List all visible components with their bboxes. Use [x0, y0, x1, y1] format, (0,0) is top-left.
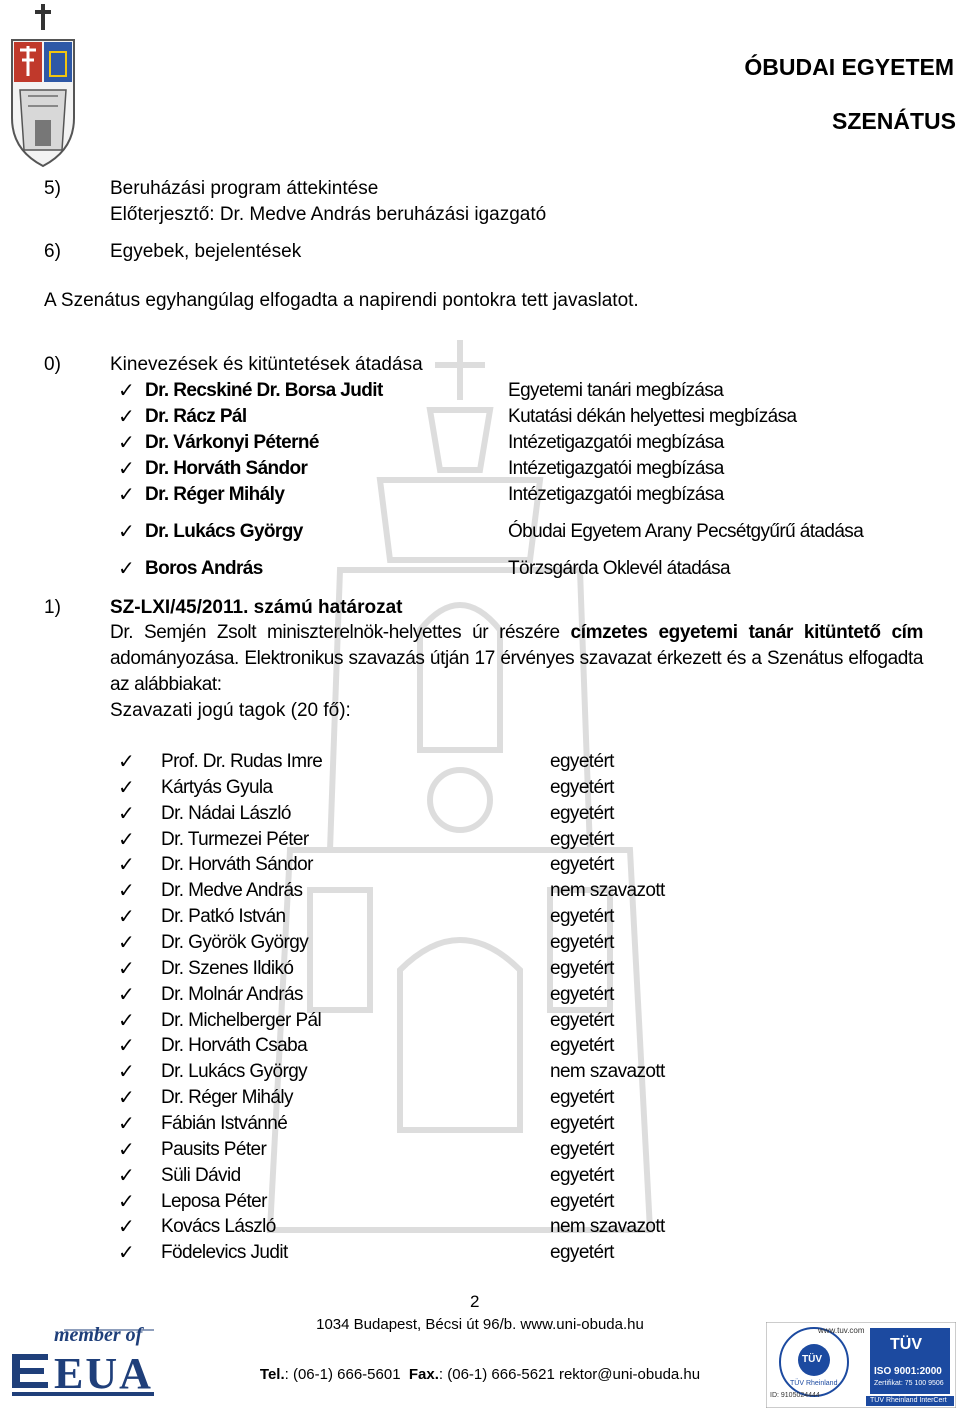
voter-name: Dr. Réger Mihály [161, 1087, 293, 1108]
tuv-rheinland: TÜV Rheinland [790, 1380, 838, 1387]
resolution-paragraph [110, 620, 923, 698]
vote-row [0, 777, 960, 801]
tuv-website: www.tuv.com [818, 1326, 865, 1335]
resolution-text: Dr. Semjén Zsolt miniszterelnök-helyettes úr részére [110, 622, 560, 643]
agenda-number: 5) [44, 178, 61, 199]
senate-title: SZENÁTUS [832, 108, 956, 134]
eua-text: EUA [54, 1349, 153, 1398]
vote-value: egyetért [550, 1009, 614, 1031]
checkmark-icon: ✓ [118, 1190, 135, 1213]
voter-name: Süli Dávid [161, 1164, 241, 1186]
vote-value: egyetért [550, 1164, 614, 1186]
voter-name: Dr. Györök György [161, 932, 309, 953]
checkmark-icon: ✓ [118, 1112, 135, 1135]
checkmark-icon: ✓ [118, 484, 135, 506]
eua-member-text: member of [54, 1324, 143, 1346]
crest-cross-icon [35, 4, 51, 30]
resolution-text-continued: adományozása. Elektronikus szavazás útján 17 érvényes szavazat érkezett és a Szenátus elfogadta az alábbiakat: [110, 648, 923, 695]
section-number: 1) [44, 597, 61, 618]
checkmark-icon: ✓ [118, 521, 135, 543]
agenda-number: 6) [44, 241, 61, 262]
vote-value: egyetért [550, 854, 614, 876]
tel-label: Tel. [259, 1366, 285, 1383]
vote-row [0, 1139, 960, 1163]
agenda-presenter: Előterjesztő: Dr. Medve András beruházási igazgató [110, 204, 547, 225]
checkmark-icon: ✓ [118, 558, 135, 580]
vote-row [0, 906, 960, 930]
vote-row [0, 803, 960, 827]
voter-name: Fábián Istvánné [161, 1112, 288, 1134]
appointee-name: Dr. Várkonyi Péterné [145, 432, 319, 453]
appointment-role: Intézetigazgatói megbízása [508, 432, 724, 453]
voter-name: Dr. Molnár András [161, 983, 303, 1005]
appointee-name: Dr. Réger Mihály [145, 484, 285, 505]
vote-row [0, 1087, 960, 1111]
vote-value: egyetért [550, 1190, 614, 1212]
vote-value: egyetért [550, 983, 614, 1005]
vote-value: egyetért [550, 1087, 614, 1108]
vote-row [0, 1010, 960, 1034]
voter-name: Födelevics Judit [161, 1242, 288, 1264]
page-number: 2 [470, 1292, 480, 1311]
vote-row [0, 1061, 960, 1085]
appointment-item [0, 380, 960, 404]
voters-label: Szavazati jogú tagok (20 fő): [110, 700, 351, 721]
section-title: Kinevezések és kitüntetések átadása [110, 354, 423, 375]
section-number: 0) [44, 354, 61, 375]
checkmark-icon: ✓ [118, 406, 135, 428]
checkmark-icon: ✓ [118, 957, 135, 980]
checkmark-icon: ✓ [118, 1035, 135, 1058]
vote-value: nem szavazott [550, 1216, 665, 1238]
vote-row [0, 1035, 960, 1059]
voter-name: Dr. Horváth Sándor [161, 854, 313, 876]
vote-value: egyetért [550, 1138, 614, 1160]
voter-name: Dr. Michelberger Pál [161, 1009, 322, 1031]
voter-name: Dr. Patkó István [161, 906, 286, 928]
vote-value: egyetért [550, 828, 614, 850]
appointment-role: Óbudai Egyetem Arany Pecsétgyűrű átadása [508, 521, 864, 542]
voter-name: Dr. Lukács György [161, 1061, 308, 1083]
voter-name: Pausits Péter [161, 1138, 267, 1160]
appointment-item [0, 458, 960, 482]
tuv-brand-box: TÜV [890, 1336, 922, 1353]
voter-name: Leposa Péter [161, 1190, 267, 1212]
vote-value: egyetért [550, 906, 614, 928]
checkmark-icon: ✓ [118, 906, 135, 929]
vote-row [0, 984, 960, 1008]
checkmark-icon: ✓ [118, 380, 135, 402]
checkmark-icon: ✓ [118, 458, 135, 480]
checkmark-icon: ✓ [118, 1216, 135, 1239]
vote-row [0, 1216, 960, 1240]
vote-row [0, 1242, 960, 1266]
vote-value: egyetért [550, 957, 614, 979]
checkmark-icon: ✓ [118, 1009, 135, 1032]
agenda-approval-statement: A Szenátus egyhangúlag elfogadta a napirendi pontokra tett javaslatot. [44, 290, 639, 311]
agenda-title: Egyebek, bejelentések [110, 241, 302, 262]
footer-address: 1034 Budapest, Bécsi út 96/b. www.uni-obuda.hu [316, 1316, 644, 1333]
checkmark-icon: ✓ [118, 776, 135, 799]
vote-value: nem szavazott [550, 1061, 665, 1083]
voter-name: Kártyás Gyula [161, 776, 273, 798]
checkmark-icon: ✓ [118, 751, 135, 773]
vote-value: egyetért [550, 751, 614, 772]
tuv-brand: TÜV [802, 1354, 822, 1365]
vote-value: egyetért [550, 1112, 614, 1134]
voter-name: Kovács László [161, 1216, 276, 1238]
vote-row [0, 880, 960, 904]
checkmark-icon: ✓ [118, 932, 135, 954]
appointment-role: Intézetigazgatói megbízása [508, 484, 724, 505]
appointment-role: Kutatási dékán helyettesi megbízása [508, 406, 797, 427]
university-crest-logo [2, 0, 84, 170]
appointee-name: Dr. Lukács György [145, 521, 303, 542]
appointment-item [0, 521, 960, 545]
appointment-item [0, 432, 960, 456]
checkmark-icon: ✓ [118, 1242, 135, 1265]
vote-value: egyetért [550, 932, 614, 953]
checkmark-icon: ✓ [118, 802, 135, 825]
voter-name: Prof. Dr. Rudas Imre [161, 751, 323, 772]
vote-value: nem szavazott [550, 880, 665, 902]
appointee-name: Dr. Horváth Sándor [145, 458, 308, 479]
checkmark-icon: ✓ [118, 1087, 135, 1109]
vote-row [0, 1191, 960, 1215]
vote-row [0, 1165, 960, 1189]
tuv-intercert: TÜV Rheinland InterCert [870, 1397, 947, 1404]
checkmark-icon: ✓ [118, 854, 135, 877]
fax-label: Fax. [408, 1366, 439, 1383]
tuv-iso: ISO 9001:2000 [874, 1366, 942, 1377]
resolution-title-award: címzetes egyetemi tanár kitüntető cím [570, 622, 923, 643]
appointment-role: Intézetigazgatói megbízása [508, 458, 724, 479]
vote-row [0, 854, 960, 878]
checkmark-icon: ✓ [118, 1164, 135, 1187]
voter-name: Dr. Horváth Csaba [161, 1035, 308, 1057]
vote-value: egyetért [550, 776, 614, 798]
appointee-name: Dr. Rácz Pál [145, 406, 247, 427]
voter-name: Dr. Nádai László [161, 802, 291, 824]
checkmark-icon: ✓ [118, 432, 135, 454]
vote-row [0, 829, 960, 853]
checkmark-icon: ✓ [118, 1061, 135, 1084]
tel-value: : (06-1) 666-5601 [284, 1366, 401, 1383]
appointee-name: Dr. Recskiné Dr. Borsa Judit [145, 380, 383, 401]
voter-name: Dr. Medve András [161, 880, 303, 902]
appointment-item [0, 406, 960, 430]
vote-value: egyetért [550, 802, 614, 824]
checkmark-icon: ✓ [118, 880, 135, 903]
vote-row [0, 958, 960, 982]
checkmark-icon: ✓ [118, 828, 135, 851]
voter-name: Dr. Turmezei Péter [161, 828, 309, 850]
tuv-id: ID: 9105024444 [770, 1392, 820, 1399]
checkmark-icon: ✓ [118, 1138, 135, 1161]
fax-value: : (06-1) 666-5621 rektor@uni-obuda.hu [438, 1366, 701, 1383]
vote-row [0, 751, 960, 775]
checkmark-icon: ✓ [118, 983, 135, 1006]
appointment-item [0, 484, 960, 508]
voter-name: Dr. Szenes Ildikó [161, 957, 294, 979]
vote-value: egyetért [550, 1242, 614, 1264]
tuv-zertifikat: Zertifikat: 75 100 9506 [874, 1380, 944, 1387]
appointment-role: Egyetemi tanári megbízása [508, 380, 724, 401]
resolution-title: SZ-LXI/45/2011. számú határozat [110, 597, 403, 618]
vote-row [0, 932, 960, 956]
vote-row [0, 1113, 960, 1137]
appointment-role: Törzsgárda Oklevél átadása [508, 558, 731, 579]
agenda-title: Beruházási program áttekintése [110, 178, 379, 199]
eua-member-logo [4, 1320, 164, 1406]
university-name: ÓBUDAI EGYETEM [744, 54, 954, 80]
appointment-item [0, 558, 960, 582]
appointee-name: Boros András [145, 558, 263, 579]
tuv-certification-logo [766, 1322, 956, 1408]
vote-value: egyetért [550, 1035, 614, 1057]
